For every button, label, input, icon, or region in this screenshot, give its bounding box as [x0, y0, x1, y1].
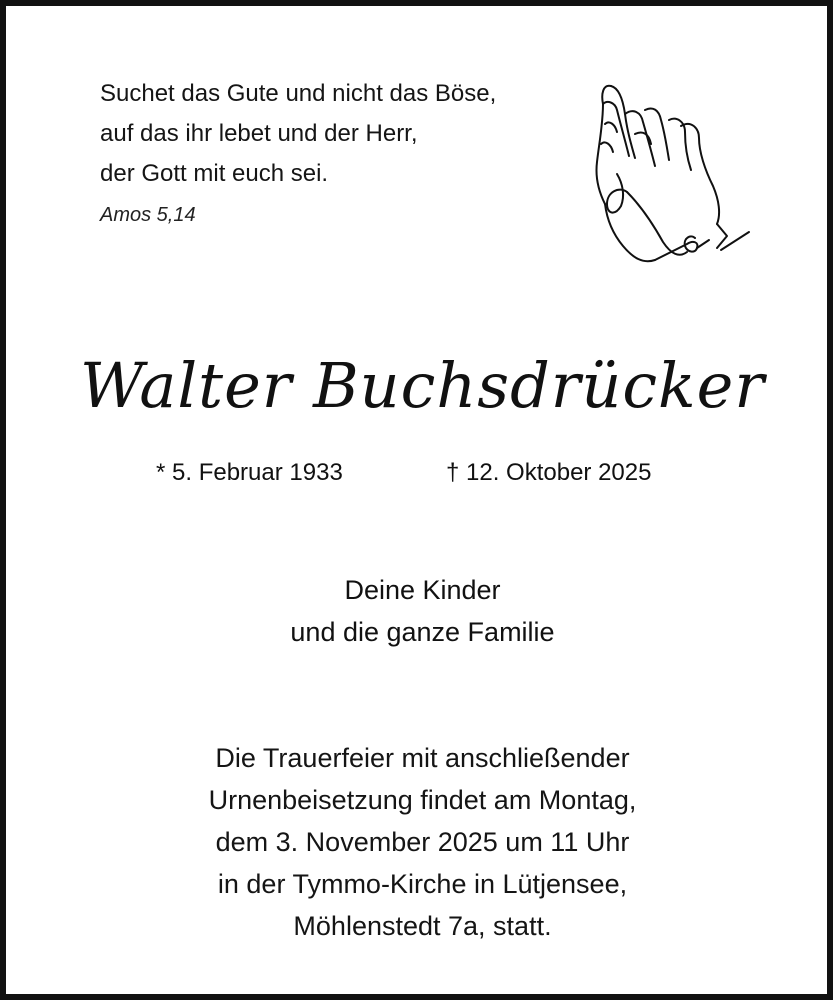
verse-line-1: Suchet das Gute und nicht das Böse,	[100, 80, 497, 107]
death-date: † 12. Oktober 2025	[446, 459, 652, 486]
verse-line-3: der Gott mit euch sei.	[100, 160, 329, 187]
mourners-line-1: Deine Kinder	[344, 575, 501, 605]
verse-line-2: auf das ihr lebet und der Herr,	[100, 120, 418, 147]
service-line-4: in der Tymmo-Kirche in Lütjensee,	[217, 869, 628, 899]
life-dates	[6, 456, 833, 490]
service-line-2: Urnenbeisetzung findet am Montag,	[208, 785, 637, 815]
service-line-3: dem 3. November 2025 um 11 Uhr	[215, 827, 630, 857]
praying-hands-icon	[581, 74, 761, 274]
service-info	[6, 737, 833, 947]
deceased-name: Walter Buchsdrücker	[80, 349, 765, 422]
verse-source: Amos 5,14	[100, 204, 196, 226]
birth-date: * 5. Februar 1933	[156, 459, 343, 486]
mourners-line-2: und die ganze Familie	[290, 617, 555, 647]
service-line-5: Möhlenstedt 7a, statt.	[293, 911, 552, 941]
service-line-1: Die Trauerfeier mit anschließender	[215, 743, 630, 773]
bible-verse	[100, 74, 570, 232]
mourners	[6, 569, 833, 653]
